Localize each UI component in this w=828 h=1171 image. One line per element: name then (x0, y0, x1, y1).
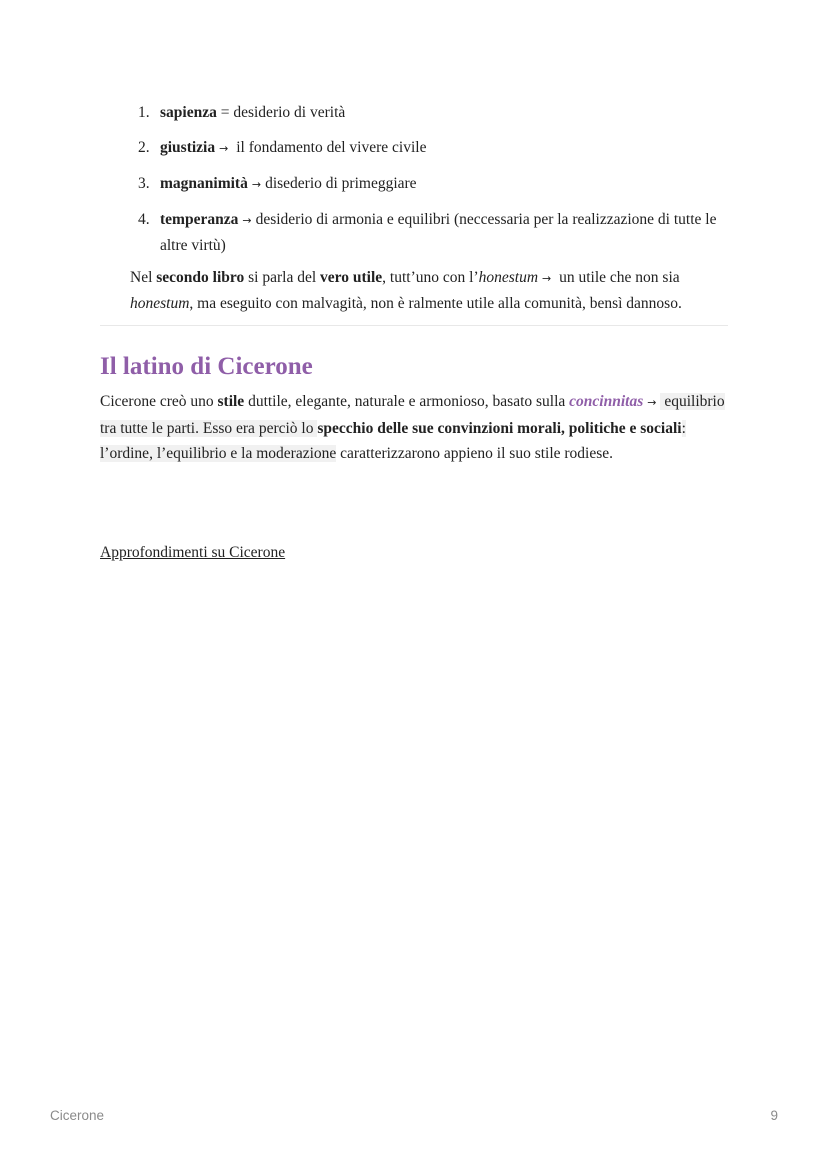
bold-run: specchio delle sue convinzioni morali, politiche e sociali (317, 419, 682, 437)
accent-term: concinnitas (569, 393, 644, 410)
bold-run: stile (217, 393, 245, 410)
bold-run: vero utile (320, 269, 383, 286)
section-divider (100, 325, 728, 326)
list-number: 1. (138, 104, 150, 121)
text-run: duttile, elegante, naturale e armonioso, basato sulla (244, 393, 570, 410)
italic-run: honestum (130, 295, 190, 312)
list-number: 3. (138, 175, 150, 192)
footer-title: Cicerone (50, 1108, 105, 1123)
virtue-term: giustizia (160, 139, 216, 156)
text-run: caratterizzarono appieno il suo stile rodiese. (336, 445, 614, 462)
arrow-icon: → (647, 396, 657, 409)
arrow-icon: → (219, 142, 229, 155)
italic-run: honestum (478, 269, 539, 286)
text-run: un utile che non sia (555, 269, 680, 286)
approfondimenti-link[interactable]: Approfondimenti su Cicerone (100, 544, 286, 561)
virtue-term: temperanza (160, 211, 239, 228)
list-item (130, 171, 730, 197)
list-item (130, 100, 730, 125)
virtue-description: desiderio di armonia e equilibri (neccessaria per la realizzazione di tutte le altre virtù) (160, 211, 717, 254)
list-number: 2. (138, 139, 150, 156)
text-run: , ma eseguito con malvagità, non è ralmente utile alla comunità, bensì dannoso. (189, 295, 682, 312)
virtues-list (130, 100, 730, 268)
list-item (130, 135, 730, 161)
text-run: Nel (130, 269, 157, 286)
text-run: Cicerone creò uno (100, 393, 218, 410)
virtue-term: magnanimità (160, 175, 248, 192)
list-item (130, 207, 730, 258)
virtue-description: desiderio di verità (233, 104, 346, 121)
arrow-icon: → (242, 214, 252, 227)
text-run: , tutt’uno con l’ (382, 269, 479, 286)
equals-sign: = (216, 104, 234, 121)
virtue-description: disederio di primeggiare (265, 175, 417, 192)
stile-paragraph (100, 389, 730, 467)
highlighted-run: : l’ordine, l’equilibrio e la moderazione (100, 419, 686, 462)
section-heading: Il latino di Cicerone (100, 353, 313, 380)
arrow-icon: → (542, 272, 552, 285)
list-number: 4. (138, 211, 150, 228)
virtue-term: sapienza (160, 104, 217, 121)
secondo-libro-paragraph (130, 265, 730, 316)
text-run: si parla del (244, 269, 321, 286)
bold-run: secondo libro (156, 269, 245, 286)
arrow-icon: → (251, 178, 262, 191)
virtue-description: il fondamento del vivere civile (232, 139, 427, 156)
highlighted-run: equilibrio tra tutte le parti. Esso era perciò lo (100, 393, 725, 437)
page-number: 9 (770, 1108, 778, 1123)
